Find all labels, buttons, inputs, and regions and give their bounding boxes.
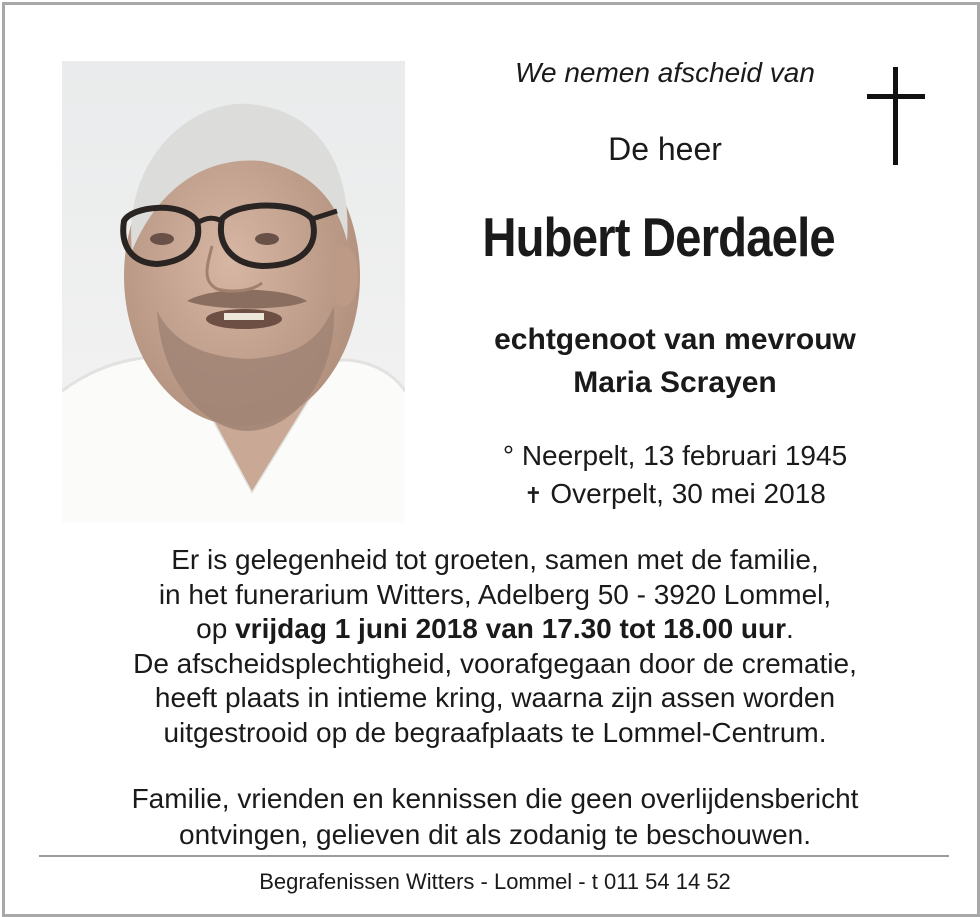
visitation-line-2: in het funerarium Witters, Adelberg 50 - 3920 Lommel, <box>158 578 832 610</box>
ceremony-line-2: heeft plaats in intieme kring, waarna zijn assen worden <box>154 682 836 713</box>
closing-line-2: ontvingen, gelieven dit als zodanig te beschouwen. <box>179 819 811 850</box>
death-date: Overpelt, 30 mei 2018 <box>550 478 826 509</box>
spouse-relation: echtgenoot van mevrouw <box>494 323 856 356</box>
spouse-name: Maria Scrayen <box>573 366 777 399</box>
salutation: De heer <box>608 131 722 167</box>
visitation-and-ceremony <box>45 543 945 750</box>
visitation-line-3 <box>45 612 945 647</box>
intro-text: We nemen afscheid van <box>515 57 815 88</box>
ceremony-line-1: De afscheidsplechtigheid, voorafgegaan door de crematie, <box>133 647 857 679</box>
visitation-prefix: op <box>196 613 236 644</box>
visitation-suffix: . <box>786 613 794 644</box>
closing-line-1: Familie, vrienden en kennissen die geen overlijdensbericht <box>131 783 859 814</box>
visitation-line-1: Er is gelegenheid tot groeten, samen met de familie, <box>171 544 819 575</box>
visitation-datetime: vrijdag 1 juni 2018 van 17.30 tot 18.00 uur <box>235 613 787 644</box>
birth-date: ° Neerpelt, 13 februari 1945 <box>502 440 848 471</box>
closing-note <box>45 781 945 853</box>
death-notice-card <box>2 2 980 917</box>
portrait-photo <box>62 61 405 523</box>
ceremony-line-3: uitgestrooid op de begraafplaats te Lommel-Centrum. <box>163 716 827 748</box>
death-cross-icon: ✝ <box>524 483 543 508</box>
spouse-block <box>425 318 925 404</box>
footer-divider <box>39 855 949 857</box>
death-date-line <box>465 475 885 515</box>
life-dates <box>465 437 885 515</box>
deceased-name: Hubert Derdaele <box>482 206 835 268</box>
funeral-home-footer: Begrafenissen Witters - Lommel - t 011 54 14 52 <box>259 869 731 894</box>
portrait-illustration <box>62 61 405 523</box>
